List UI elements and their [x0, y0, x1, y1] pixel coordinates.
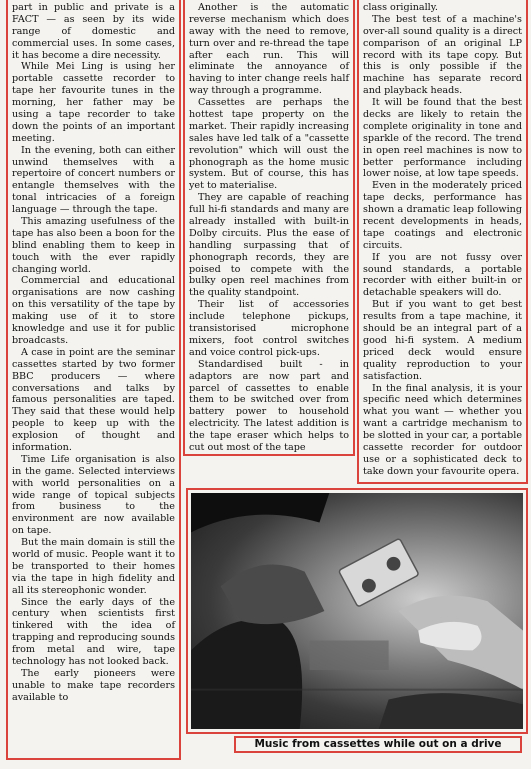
paragraph: Another is the automatic reverse mechanism which does away with the need to remove, turn over and re-thread the tape after each run. This will eliminate the annoyance of having to inter change reels half way through a programme.: [189, 2, 349, 97]
paragraph: class originally.: [363, 2, 438, 13]
paragraph: The best test of a machine's over-all sound quality is a direct comparison of an original LP record with its tape copy. But this is only possible if the machine has separate record and playback heads.: [363, 13, 522, 97]
article-column-1: [6, 0, 181, 760]
paragraph: It will be found that the best decks are likely to retain the complete originality in tone and sparkle of the record. The trend in open reel machines is now to better performance including lower noise, at low tape speeds.: [363, 97, 522, 180]
paragraph: The early pioneers were unable to make tape recorders available to: [12, 667, 175, 703]
paragraph: This amazing usefulness of the tape has also been a boon for the blind enabling them to keep in touch with the ever rapidly changing world.: [12, 216, 175, 275]
paragraph: If you are not fussy over sound standards, a portable recorder with either built-in or detachable speakers will do.: [363, 251, 522, 299]
paragraph: They are capable of reaching full hi-fi standards and many are already installed with built-in Dolby circuits. Plus the ease of handling surpassing that of phonograph records, they are poised to compete with the bulky open reel machines from the quality standpoint.: [189, 192, 349, 299]
paragraph: part in public and private is a FACT — as seen by its wide range of domestic and commercial uses. In some cases, it has become a dire necessity.: [12, 2, 175, 61]
paragraph: Even in the moderately priced tape decks, performance has shown a dramatic leap following recent developments in heads, tape coatings and electronic circuits.: [363, 180, 522, 251]
article-column-3: [357, 0, 528, 484]
cassette-in-car-photo: [191, 493, 523, 729]
paragraph: Cassettes are perhaps the hottest tape property on the market. Their rapidly increasing sales have led talk of a "cassette revolution" which will oust the phonograph as the home music system. But of course, this has yet to materialise.: [189, 97, 349, 192]
photo-illustration: [191, 493, 523, 729]
paragraph: But if you want to get best results from a tape machine, it should be an integral part of a good hi-fi system. A medium priced deck would ensure quality reproduction to your satisfaction.: [363, 299, 522, 382]
paragraph: While Mei Ling is using her portable cassette recorder to tape her favourite tunes in the morning, her father may be using a tape recorder to take down the points of an important meeting.: [12, 61, 175, 144]
paragraph: Time Life organisation is also in the game. Selected interviews with world personalities on a wide range of topical subjects from business to the environment are now available on tape.: [12, 453, 175, 537]
paragraph: In the evening, both can either unwind themselves with a repertoire of concert numbers or entangle themselves with the tonal intricacies of a foreign language — through the tape.: [12, 144, 175, 216]
paragraph: But the main domain is still the world of music. People want it to be transported to their homes via the tape in high fidelity and all its stereophonic wonder.: [12, 537, 175, 596]
article-column-2: [183, 0, 355, 456]
paragraph: Commercial and educational organisations are now cashing on this versatility of the tape by making use of it to store knowledge and use it for public broadcasts.: [12, 275, 175, 346]
photo-frame: [186, 488, 528, 734]
paragraph: Since the early days of the century when scientists first tinkered with the idea of trapping and reproducing sounds from metal and wire, tape technology has not looked back.: [12, 596, 175, 667]
paragraph: A case in point are the seminar cassettes started by two former BBC producers — where conversations and talks by famous personalities are taped. They said that these would help people to keep up with the explosion of thought and information.: [12, 346, 175, 453]
paragraph: In the final analysis, it is your specific need which determines what you want — whether you want a cartridge mechanism to be slotted in your car, a portable cassette recorder for outdoor use or a sophisticated deck to take down your favourite opera.: [363, 382, 522, 477]
photo-caption: Music from cassettes while out on a drive: [234, 736, 522, 753]
paragraph: Standardised built - in adaptors are now part and parcel of cassettes to enable them to be switched over from battery power to household electricity. The latest addition is the tape eraser which helps to cut out most of the tape: [189, 358, 349, 453]
paragraph: Their list of accessories include telephone pickups, transistorised microphone mixers, foot control switches and voice control pick-ups.: [189, 299, 349, 358]
